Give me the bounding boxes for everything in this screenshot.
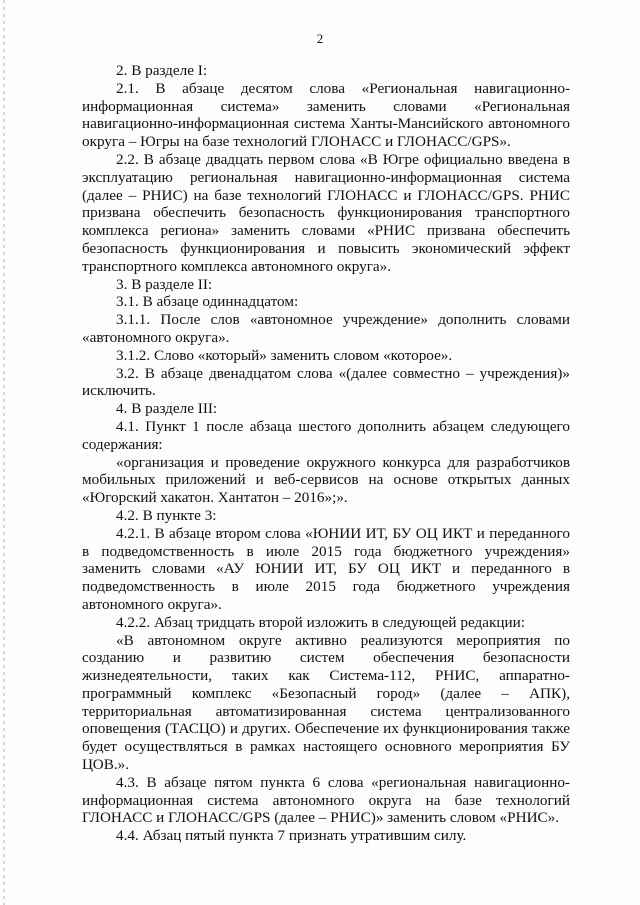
paragraph: 3.1.1. После слов «автономное учреждение» дополнить словами «автономного округа». — [82, 311, 570, 346]
paragraph: 4.2.2. Абзац тридцать второй изложить в следующей редакции: — [116, 613, 525, 631]
paragraph: «В автономном округе активно реализуются мероприятия по созданию и развитию систем обеспечения безопасности жизнедеятельности, таких как Система-112, РНИС, аппаратно-программный комплекс «Безопасный город» (далее – АПК), территориальная автоматизированная система централизованного оповещения (ТАСЦО) и других. Обеспечение их функционирования также будет осуществляться в рамках настоящего основного мероприятия БУ ЦОВ.». — [82, 631, 570, 774]
page-edge — [3, 0, 5, 905]
paragraph: 4. В разделе III: — [116, 400, 218, 418]
paragraph: 2. В разделе I: — [116, 62, 208, 79]
page-number: 2 — [316, 31, 324, 46]
paragraph: 4.3. В абзаце пятом пункта 6 слова «региональная навигационно-информационная система автономного округа на базе технологий ГЛОНАСС и ГЛОНАСС/GPS (далее – РНИС)» заменить словом «РНИС». — [82, 773, 570, 827]
paragraph: 4.4. Абзац пятый пункта 7 признать утратившим силу. — [116, 827, 467, 845]
paragraph: 4.2.1. В абзаце втором слова «ЮНИИ ИТ, БУ ОЦ ИКТ и переданного в подведомственность в июле 2015 года бюджетного учреждения» заменить словами «АУ ЮНИИ ИТ, БУ ОЦ ИКТ и переданного в подведомственность в июле 2015 года бюджетного учреждения автономного округа». — [82, 524, 570, 613]
paragraph: «организация и проведение окружного конкурса для разработчиков мобильных приложений и веб-сервисов на основе открытых данных «Югорский хакатон. Хантатон – 2016»;». — [82, 453, 570, 507]
paragraph: 4.2. В пункте 3: — [116, 506, 217, 524]
paragraph: 2.1. В абзаце десятом слова «Региональная навигационно-информационная система» заменить словами «Региональная навигационно-информационная система Ханты-Мансийского автономного округа – Югры на базе технологий ГЛОНАСС и ГЛОНАСС/GPS». — [82, 79, 570, 151]
paragraph: 3.1. В абзаце одиннадцатом: — [116, 293, 299, 311]
document-body — [82, 62, 570, 845]
paragraph: 2.2. В абзаце двадцать первом слова «В Югре официально введена в эксплуатацию региональная навигационно-информационная система (далее – РНИС) на базе технологий ГЛОНАСС и ГЛОНАСС/GPS. РНИС призвана обеспечить безопасность функционирования транспортного комплекса региона» заменить словами «РНИС призвана обеспечить безопасность функционирования и повысить экономический эффект транспортного комплекса автономного округа». — [82, 150, 570, 275]
paragraph: 3.1.2. Слово «который» заменить словом «которое». — [116, 346, 453, 364]
paragraph: 3.2. В абзаце двенадцатом слова «(далее совместно – учреждения)» исключить. — [82, 364, 570, 400]
paragraph: 4.1. Пункт 1 после абзаца шестого дополнить абзацем следующего содержания: — [82, 417, 570, 453]
paragraph: 3. В разделе II: — [116, 275, 213, 293]
